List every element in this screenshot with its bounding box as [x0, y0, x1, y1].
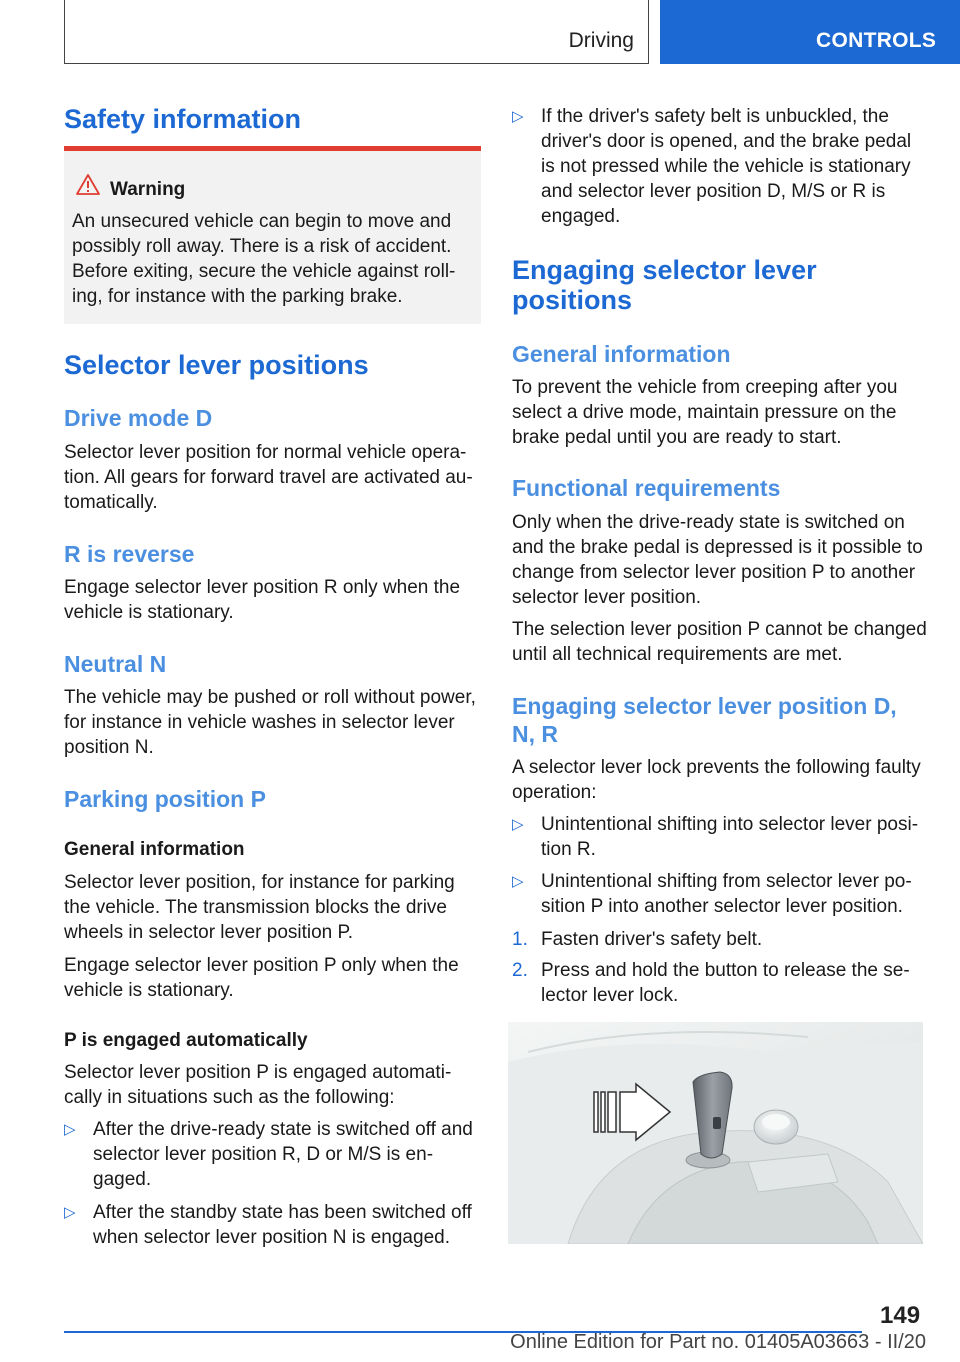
triangle-bullet-icon: ▷ — [512, 816, 524, 833]
list-item-text: Unintentional shifting into selector lever position R. — [541, 814, 919, 860]
warning-box — [64, 146, 481, 324]
header-section-label: Driving — [568, 29, 634, 52]
neutral-text: The vehicle may be pushed or roll without power, for instance in vehicle washes in selector lever position N. — [64, 687, 476, 758]
triangle-bullet-icon: ▷ — [512, 873, 524, 890]
engaging-selector-heading: Engaging selector lever positions — [512, 255, 817, 315]
header-chapter-label: CONTROLS — [816, 29, 937, 52]
drive-mode-heading: Drive mode D — [64, 405, 213, 431]
parking-general-heading: General information — [64, 839, 245, 860]
general-information-text: To prevent the vehicle from creeping after you select a drive mode, maintain pressure on the brake pedal until you are ready to start. — [512, 377, 898, 448]
drive-mode-text: Selector lever position for normal vehicle operation. All gears for forward travel are activated automatically. — [64, 442, 473, 513]
engaging-dnr-heading: Engaging selector lever position D, N, R — [512, 693, 897, 747]
list-item — [64, 1200, 482, 1250]
step-text: Fasten driver's safety belt. — [541, 929, 763, 950]
reverse-text: Engage selector lever position R only when the vehicle is stationary. — [64, 577, 461, 623]
triangle-bullet-icon: ▷ — [64, 1121, 76, 1138]
parking-engage-text: Engage selector lever position P only when the vehicle is stationary. — [64, 955, 459, 1001]
parking-general-text: Selector lever position, for instance for parking the vehicle. The transmission blocks the drive wheels in selector lever position P. — [64, 872, 455, 943]
p-auto-text: Selector lever position P is engaged automatically in situations such as the following: — [64, 1062, 452, 1108]
functional-requirements-text-2: The selection lever position P cannot be changed until all technical requirements are met. — [512, 619, 927, 665]
list-item-text: After the standby state has been switched off when selector lever position N is engaged. — [93, 1202, 472, 1248]
list-item-step — [512, 958, 924, 1008]
triangle-bullet-icon: ▷ — [64, 1204, 76, 1221]
engaging-dnr-text: A selector lever lock prevents the following faulty operation: — [512, 757, 921, 803]
functional-requirements-heading: Functional requirements — [512, 475, 781, 501]
footer-edition: Online Edition for Part no. 01405A03663 - II/20 — [510, 1331, 926, 1353]
safety-information-heading: Safety information — [64, 104, 302, 134]
page-number: 149 — [880, 1302, 921, 1329]
p-auto-heading: P is engaged automatically — [64, 1030, 308, 1051]
selector-lever-drawing — [508, 1022, 923, 1244]
list-item-text: Unintentional shifting from selector lever position P into another selector lever position. — [541, 871, 912, 917]
list-item — [512, 812, 924, 862]
warning-text: An unsecured vehicle can begin to move and possibly roll away. There is a risk of accident. Before exiting, secure the vehicle against rolling, for instance with the parking brake. — [72, 211, 456, 307]
warning-triangle-icon — [76, 173, 100, 195]
neutral-heading: Neutral N — [64, 651, 167, 677]
header-section-box — [64, 0, 649, 64]
parking-position-heading: Parking position P — [64, 786, 266, 812]
warning-title: Warning — [110, 179, 186, 200]
reverse-heading: R is reverse — [64, 541, 195, 567]
selector-lever-illustration — [508, 1022, 923, 1244]
list-item-text: If the driver's safety belt is unbuckled, the driver's door is opened, and the brake pedal is not pressed while the vehicle is stationary and selector lever position D, M/S or R is engaged. — [541, 106, 912, 227]
list-item-text: After the drive-ready state is switched off and selector lever position R, D or M/S is engaged. — [93, 1119, 473, 1190]
list-item — [512, 104, 912, 229]
triangle-bullet-icon: ▷ — [512, 108, 524, 125]
list-item — [64, 1117, 482, 1192]
header-chapter-tab — [660, 0, 960, 64]
general-information-heading: General information — [512, 341, 731, 367]
list-item — [512, 869, 924, 919]
step-number: 1. — [512, 929, 528, 950]
functional-requirements-text: Only when the drive-ready state is switched on and the brake pedal is depressed is it possible to change from selector lever position P to another selector lever position. — [512, 512, 923, 608]
step-number: 2. — [512, 960, 528, 981]
list-item-step — [512, 927, 924, 952]
selector-lever-positions-heading: Selector lever positions — [64, 350, 369, 380]
step-text: Press and hold the button to release the selector lever lock. — [541, 960, 910, 1006]
